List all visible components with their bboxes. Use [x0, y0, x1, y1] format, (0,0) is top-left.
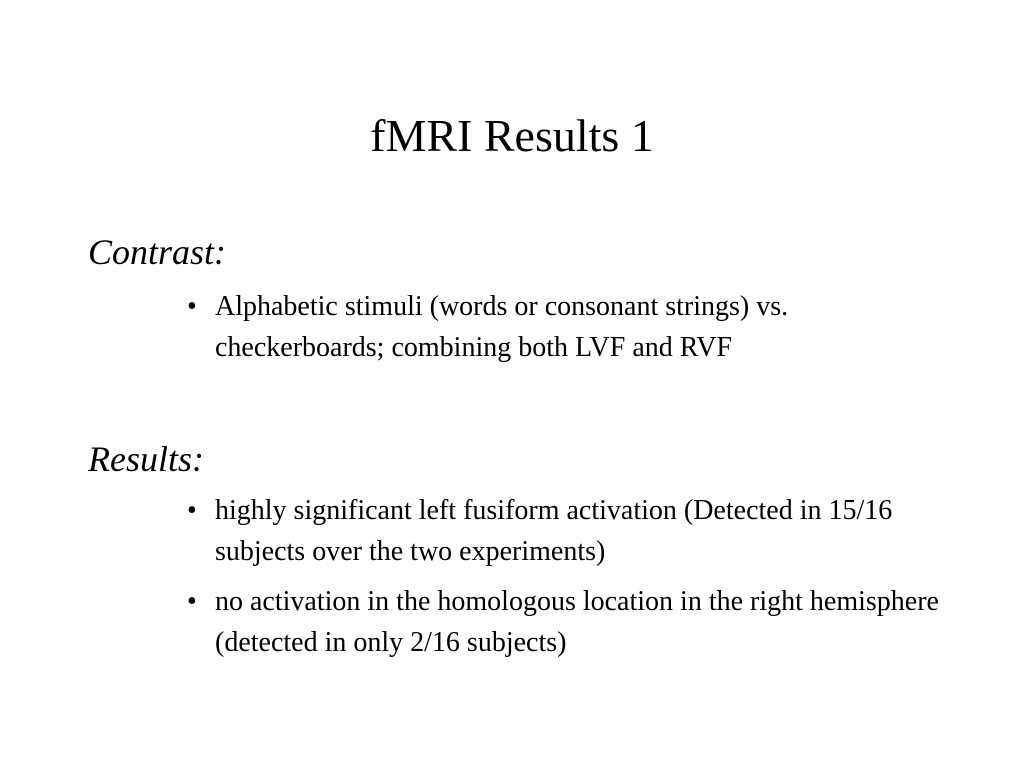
results-bullet-1 [187, 490, 947, 572]
results-heading: Results: [88, 439, 204, 479]
bullet-glyph: • [187, 495, 197, 526]
bullet-text: highly significant left fusiform activation (Detected in 15/16 subjects over the two experiments) [215, 495, 893, 567]
slide-title: fMRI Results 1 [370, 110, 654, 161]
bullet-glyph: • [187, 291, 197, 322]
contrast-bullet [187, 286, 947, 368]
results-bullet-2 [187, 581, 947, 663]
bullet-text: no activation in the homologous location in the right hemisphere (detected in only 2/16 subjects) [215, 586, 939, 658]
contrast-heading: Contrast: [88, 232, 227, 272]
bullet-glyph: • [187, 586, 197, 617]
bullet-text: Alphabetic stimuli (words or consonant strings) vs. checkerboards; combining both LVF and RVF [215, 291, 789, 363]
